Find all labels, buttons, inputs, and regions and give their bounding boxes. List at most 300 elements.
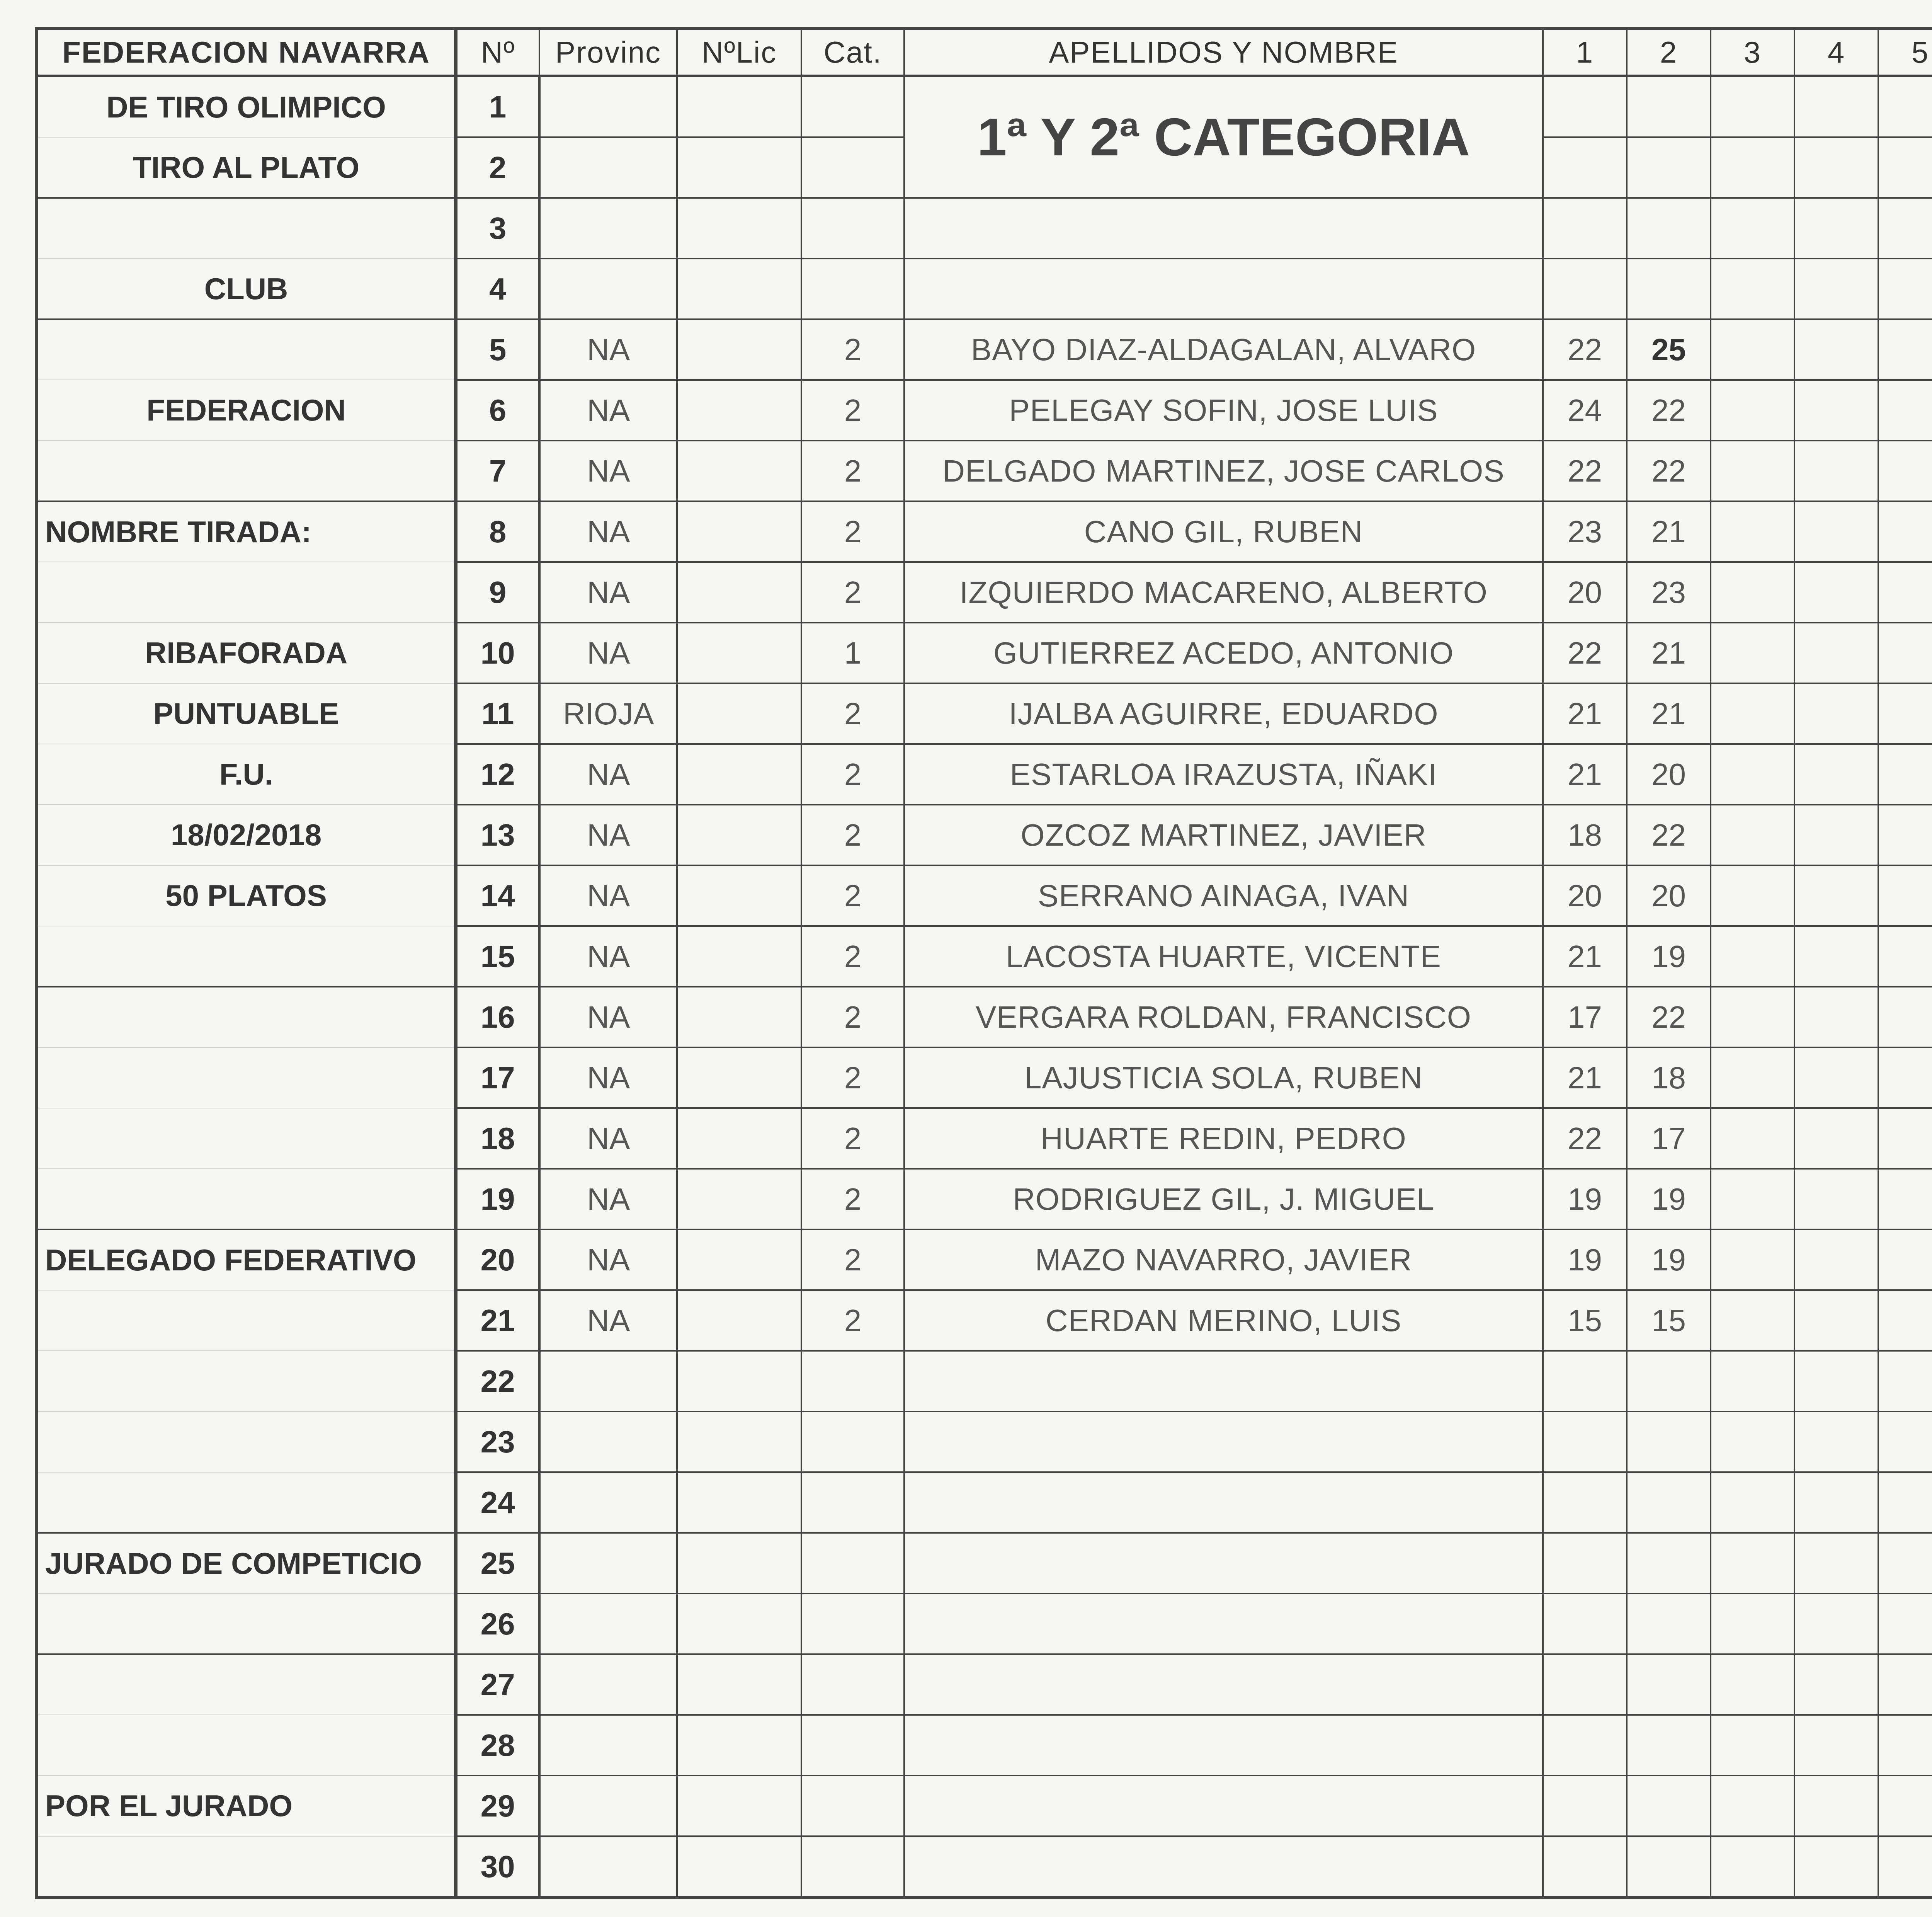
col-category-header: Cat. bbox=[801, 29, 904, 76]
license-cell bbox=[677, 1047, 801, 1108]
category-cell: 1 bbox=[801, 623, 904, 683]
series-5-cell bbox=[1878, 501, 1932, 562]
category-cell bbox=[801, 1776, 904, 1836]
province-cell: NA bbox=[539, 926, 677, 987]
license-cell bbox=[677, 744, 801, 805]
license-cell bbox=[677, 562, 801, 623]
series-5-cell bbox=[1878, 1351, 1932, 1411]
license-cell bbox=[677, 865, 801, 926]
series-1-cell bbox=[1543, 259, 1627, 319]
shooter-name-cell: CERDAN MERINO, LUIS bbox=[904, 1290, 1543, 1351]
series-5-cell bbox=[1878, 1776, 1932, 1836]
table-row bbox=[37, 380, 1932, 441]
province-cell: NA bbox=[539, 1108, 677, 1169]
category-cell: 2 bbox=[801, 1108, 904, 1169]
shooter-name-cell bbox=[904, 1836, 1543, 1898]
category-cell: 2 bbox=[801, 380, 904, 441]
row-number: 24 bbox=[456, 1472, 539, 1533]
license-cell bbox=[677, 1715, 801, 1776]
series-1-cell: 21 bbox=[1543, 1047, 1627, 1108]
category-cell: 2 bbox=[801, 1169, 904, 1229]
license-cell bbox=[677, 76, 801, 138]
series-3-cell bbox=[1711, 198, 1794, 259]
series-3-cell bbox=[1711, 865, 1794, 926]
club-label: CLUB bbox=[37, 259, 456, 319]
row-number: 5 bbox=[456, 319, 539, 380]
series-5-cell bbox=[1878, 1533, 1932, 1594]
series-1-cell: 20 bbox=[1543, 865, 1627, 926]
table-row bbox=[37, 1351, 1932, 1411]
org-subtitle-1: DE TIRO OLIMPICO bbox=[37, 76, 456, 138]
row-number: 29 bbox=[456, 1776, 539, 1836]
side-blank bbox=[37, 319, 456, 380]
series-3-cell bbox=[1711, 1654, 1794, 1715]
series-5-cell bbox=[1878, 623, 1932, 683]
series-5-cell bbox=[1878, 259, 1932, 319]
series-4-cell bbox=[1794, 1351, 1878, 1411]
table-row bbox=[37, 1836, 1932, 1898]
series-3-cell bbox=[1711, 926, 1794, 987]
category-cell: 2 bbox=[801, 1229, 904, 1290]
series-5-cell bbox=[1878, 1290, 1932, 1351]
series-2-cell bbox=[1627, 1411, 1711, 1472]
province-cell bbox=[539, 1594, 677, 1654]
series-3-cell bbox=[1711, 441, 1794, 501]
series-5-cell bbox=[1878, 137, 1932, 198]
series-2-cell: 19 bbox=[1627, 926, 1711, 987]
series-2-cell bbox=[1627, 1776, 1711, 1836]
license-cell bbox=[677, 623, 801, 683]
province-cell bbox=[539, 1776, 677, 1836]
series-2-cell: 22 bbox=[1627, 441, 1711, 501]
series-2-cell: 22 bbox=[1627, 987, 1711, 1047]
series-4-cell bbox=[1794, 1776, 1878, 1836]
table-row bbox=[37, 623, 1932, 683]
category-cell bbox=[801, 198, 904, 259]
table-row bbox=[37, 76, 1932, 138]
province-cell bbox=[539, 1533, 677, 1594]
series-5-cell bbox=[1878, 865, 1932, 926]
row-number: 28 bbox=[456, 1715, 539, 1776]
row-number: 25 bbox=[456, 1533, 539, 1594]
series-2-cell: 20 bbox=[1627, 865, 1711, 926]
series-5-cell bbox=[1878, 1108, 1932, 1169]
license-cell bbox=[677, 1533, 801, 1594]
shooter-name-cell: OZCOZ MARTINEZ, JAVIER bbox=[904, 805, 1543, 865]
score-sheet bbox=[35, 27, 1932, 1884]
series-3-cell bbox=[1711, 76, 1794, 138]
shooter-name-cell: BAYO DIAZ-ALDAGALAN, ALVARO bbox=[904, 319, 1543, 380]
series-3-cell bbox=[1711, 1411, 1794, 1472]
category-cell: 2 bbox=[801, 744, 904, 805]
series-2-cell bbox=[1627, 76, 1711, 138]
province-cell: NA bbox=[539, 1229, 677, 1290]
series-5-cell bbox=[1878, 744, 1932, 805]
row-number: 30 bbox=[456, 1836, 539, 1898]
event-name-label: NOMBRE TIRADA: bbox=[37, 501, 456, 562]
row-number: 15 bbox=[456, 926, 539, 987]
table-row bbox=[37, 1229, 1932, 1290]
series-5-cell bbox=[1878, 1472, 1932, 1533]
table-row bbox=[37, 1047, 1932, 1108]
province-cell bbox=[539, 1654, 677, 1715]
shooter-name-cell: MAZO NAVARRO, JAVIER bbox=[904, 1229, 1543, 1290]
row-number: 4 bbox=[456, 259, 539, 319]
side-blank bbox=[37, 1290, 456, 1351]
series-3-cell bbox=[1711, 623, 1794, 683]
series-3-cell bbox=[1711, 1533, 1794, 1594]
series-2-cell: 23 bbox=[1627, 562, 1711, 623]
series-3-cell bbox=[1711, 987, 1794, 1047]
shooter-name-cell: RODRIGUEZ GIL, J. MIGUEL bbox=[904, 1169, 1543, 1229]
series-1-cell: 22 bbox=[1543, 1108, 1627, 1169]
series-4-cell bbox=[1794, 1169, 1878, 1229]
license-cell bbox=[677, 137, 801, 198]
license-cell bbox=[677, 1411, 801, 1472]
shooter-name-cell: SERRANO AINAGA, IVAN bbox=[904, 865, 1543, 926]
series-5-cell bbox=[1878, 319, 1932, 380]
series-5-cell bbox=[1878, 562, 1932, 623]
side-blank bbox=[37, 926, 456, 987]
series-5-cell bbox=[1878, 198, 1932, 259]
table-row bbox=[37, 562, 1932, 623]
province-cell bbox=[539, 1351, 677, 1411]
category-cell: 2 bbox=[801, 865, 904, 926]
series-1-cell: 22 bbox=[1543, 441, 1627, 501]
series-3-cell bbox=[1711, 137, 1794, 198]
shooter-name-cell: VERGARA ROLDAN, FRANCISCO bbox=[904, 987, 1543, 1047]
row-number: 6 bbox=[456, 380, 539, 441]
series-4-cell bbox=[1794, 137, 1878, 198]
shooter-name-cell: LAJUSTICIA SOLA, RUBEN bbox=[904, 1047, 1543, 1108]
series-5-cell bbox=[1878, 683, 1932, 744]
side-blank bbox=[37, 1654, 456, 1715]
series-3-cell bbox=[1711, 380, 1794, 441]
series-5-cell bbox=[1878, 1836, 1932, 1898]
province-cell bbox=[539, 76, 677, 138]
side-blank bbox=[37, 987, 456, 1047]
category-cell: 2 bbox=[801, 501, 904, 562]
category-cell: 2 bbox=[801, 1290, 904, 1351]
series-5-cell bbox=[1878, 805, 1932, 865]
row-number: 21 bbox=[456, 1290, 539, 1351]
side-blank bbox=[37, 1047, 456, 1108]
side-blank bbox=[37, 198, 456, 259]
side-blank bbox=[37, 1169, 456, 1229]
table-row bbox=[37, 744, 1932, 805]
table-row bbox=[37, 501, 1932, 562]
series-4-cell bbox=[1794, 1047, 1878, 1108]
series-3-cell bbox=[1711, 1715, 1794, 1776]
province-cell bbox=[539, 259, 677, 319]
series-1-cell bbox=[1543, 1411, 1627, 1472]
series-1-cell: 21 bbox=[1543, 683, 1627, 744]
series-4-cell bbox=[1794, 259, 1878, 319]
series-4-cell bbox=[1794, 1654, 1878, 1715]
series-1-cell: 24 bbox=[1543, 380, 1627, 441]
series-2-cell: 19 bbox=[1627, 1229, 1711, 1290]
series-3-cell bbox=[1711, 1472, 1794, 1533]
row-number: 10 bbox=[456, 623, 539, 683]
series-3-cell bbox=[1711, 1047, 1794, 1108]
license-cell bbox=[677, 1654, 801, 1715]
category-cell bbox=[801, 1351, 904, 1411]
license-cell bbox=[677, 1472, 801, 1533]
series-1-cell bbox=[1543, 1715, 1627, 1776]
shooter-name-cell: IZQUIERDO MACARENO, ALBERTO bbox=[904, 562, 1543, 623]
province-cell: NA bbox=[539, 744, 677, 805]
shooter-name-cell: GUTIERREZ ACEDO, ANTONIO bbox=[904, 623, 1543, 683]
series-4-cell bbox=[1794, 1411, 1878, 1472]
col-number-header: Nº bbox=[456, 29, 539, 76]
col-province-header: Provinc bbox=[539, 29, 677, 76]
side-blank bbox=[37, 562, 456, 623]
delegate-label: DELEGADO FEDERATIVO bbox=[37, 1229, 456, 1290]
category-cell: 2 bbox=[801, 987, 904, 1047]
event-targets: 50 PLATOS bbox=[37, 865, 456, 926]
province-cell: NA bbox=[539, 380, 677, 441]
category-cell bbox=[801, 259, 904, 319]
shooter-name-cell bbox=[904, 1533, 1543, 1594]
province-cell: NA bbox=[539, 623, 677, 683]
series-2-cell: 17 bbox=[1627, 1108, 1711, 1169]
table-row bbox=[37, 1654, 1932, 1715]
license-cell bbox=[677, 1776, 801, 1836]
series-3-cell bbox=[1711, 1108, 1794, 1169]
license-cell bbox=[677, 1229, 801, 1290]
row-number: 3 bbox=[456, 198, 539, 259]
series-4-cell bbox=[1794, 1715, 1878, 1776]
table-row bbox=[37, 1472, 1932, 1533]
event-modality: F.U. bbox=[37, 744, 456, 805]
table-row bbox=[37, 683, 1932, 744]
series-1-cell bbox=[1543, 1351, 1627, 1411]
event-date: 18/02/2018 bbox=[37, 805, 456, 865]
category-cell: 2 bbox=[801, 926, 904, 987]
license-cell bbox=[677, 501, 801, 562]
series-4-cell bbox=[1794, 562, 1878, 623]
table-row bbox=[37, 1776, 1932, 1836]
category-cell bbox=[801, 76, 904, 138]
shooter-name-cell bbox=[904, 1594, 1543, 1654]
table-row bbox=[37, 805, 1932, 865]
event-location: RIBAFORADA bbox=[37, 623, 456, 683]
shooter-name-cell bbox=[904, 1715, 1543, 1776]
row-number: 2 bbox=[456, 137, 539, 198]
series-2-cell bbox=[1627, 259, 1711, 319]
category-cell: 2 bbox=[801, 1047, 904, 1108]
side-blank bbox=[37, 1594, 456, 1654]
table-row bbox=[37, 441, 1932, 501]
federation-name: FEDERACION NAVARRA bbox=[37, 29, 456, 76]
shooter-name-cell: ESTARLOA IRAZUSTA, IÑAKI bbox=[904, 744, 1543, 805]
side-blank bbox=[37, 1108, 456, 1169]
row-number: 12 bbox=[456, 744, 539, 805]
series-4-cell bbox=[1794, 1108, 1878, 1169]
category-cell: 2 bbox=[801, 805, 904, 865]
table-row bbox=[37, 259, 1932, 319]
series-2-cell: 20 bbox=[1627, 744, 1711, 805]
province-cell: NA bbox=[539, 319, 677, 380]
series-2-cell: 22 bbox=[1627, 380, 1711, 441]
table-row bbox=[37, 987, 1932, 1047]
series-4-cell bbox=[1794, 926, 1878, 987]
category-cell: 2 bbox=[801, 441, 904, 501]
province-cell bbox=[539, 1411, 677, 1472]
results-table bbox=[35, 27, 1932, 1899]
shooter-name-cell bbox=[904, 1472, 1543, 1533]
license-cell bbox=[677, 259, 801, 319]
license-cell bbox=[677, 1836, 801, 1898]
table-row bbox=[37, 865, 1932, 926]
series-5-cell bbox=[1878, 441, 1932, 501]
series-1-cell bbox=[1543, 1533, 1627, 1594]
series-3-cell bbox=[1711, 683, 1794, 744]
series-4-cell bbox=[1794, 1594, 1878, 1654]
series-1-cell bbox=[1543, 137, 1627, 198]
side-blank bbox=[37, 441, 456, 501]
province-cell: NA bbox=[539, 805, 677, 865]
table-row bbox=[37, 1411, 1932, 1472]
table-row bbox=[37, 1290, 1932, 1351]
row-number: 27 bbox=[456, 1654, 539, 1715]
org-subtitle-2: TIRO AL PLATO bbox=[37, 137, 456, 198]
province-cell bbox=[539, 1472, 677, 1533]
shooter-name-cell: IJALBA AGUIRRE, EDUARDO bbox=[904, 683, 1543, 744]
series-1-cell bbox=[1543, 1776, 1627, 1836]
series-3-cell bbox=[1711, 319, 1794, 380]
series-2-cell: 21 bbox=[1627, 683, 1711, 744]
series-4-cell bbox=[1794, 380, 1878, 441]
shooter-name-cell: PELEGAY SOFIN, JOSE LUIS bbox=[904, 380, 1543, 441]
series-2-cell bbox=[1627, 137, 1711, 198]
series-4-cell bbox=[1794, 805, 1878, 865]
side-blank bbox=[37, 1715, 456, 1776]
shooter-name-cell: LACOSTA HUARTE, VICENTE bbox=[904, 926, 1543, 987]
series-2-cell bbox=[1627, 1594, 1711, 1654]
series-3-cell bbox=[1711, 562, 1794, 623]
series-1-cell bbox=[1543, 198, 1627, 259]
federacion-label: FEDERACION bbox=[37, 380, 456, 441]
table-row bbox=[37, 1715, 1932, 1776]
table-row bbox=[37, 1108, 1932, 1169]
series-1-cell: 19 bbox=[1543, 1169, 1627, 1229]
series-4-cell bbox=[1794, 319, 1878, 380]
row-number: 18 bbox=[456, 1108, 539, 1169]
province-cell: NA bbox=[539, 1290, 677, 1351]
shooter-name-cell: CANO GIL, RUBEN bbox=[904, 501, 1543, 562]
category-cell bbox=[801, 137, 904, 198]
license-cell bbox=[677, 805, 801, 865]
series-2-cell: 18 bbox=[1627, 1047, 1711, 1108]
side-blank bbox=[37, 1351, 456, 1411]
row-number: 1 bbox=[456, 76, 539, 138]
series-5-cell bbox=[1878, 1715, 1932, 1776]
province-cell bbox=[539, 198, 677, 259]
series-3-cell bbox=[1711, 1169, 1794, 1229]
series-3-cell bbox=[1711, 805, 1794, 865]
header-row bbox=[37, 29, 1932, 76]
row-number: 9 bbox=[456, 562, 539, 623]
series-3-cell bbox=[1711, 1229, 1794, 1290]
category-cell: 2 bbox=[801, 683, 904, 744]
category-cell bbox=[801, 1836, 904, 1898]
series-2-cell bbox=[1627, 198, 1711, 259]
shooter-name-cell bbox=[904, 259, 1543, 319]
province-cell bbox=[539, 1836, 677, 1898]
province-cell: NA bbox=[539, 1169, 677, 1229]
license-cell bbox=[677, 1108, 801, 1169]
series-1-cell: 22 bbox=[1543, 623, 1627, 683]
category-cell bbox=[801, 1654, 904, 1715]
col-license-header: NºLic bbox=[677, 29, 801, 76]
shooter-name-cell bbox=[904, 1351, 1543, 1411]
row-number: 14 bbox=[456, 865, 539, 926]
license-cell bbox=[677, 1351, 801, 1411]
series-1-cell bbox=[1543, 1472, 1627, 1533]
series-5-cell bbox=[1878, 1169, 1932, 1229]
series-1-cell: 19 bbox=[1543, 1229, 1627, 1290]
table-row bbox=[37, 198, 1932, 259]
series-3-cell bbox=[1711, 1594, 1794, 1654]
row-number: 17 bbox=[456, 1047, 539, 1108]
category-cell bbox=[801, 1594, 904, 1654]
series-1-cell: 18 bbox=[1543, 805, 1627, 865]
category-cell bbox=[801, 1472, 904, 1533]
series-5-cell bbox=[1878, 1654, 1932, 1715]
series-1-cell: 21 bbox=[1543, 744, 1627, 805]
license-cell bbox=[677, 380, 801, 441]
license-cell bbox=[677, 198, 801, 259]
series-4-cell bbox=[1794, 1533, 1878, 1594]
series-3-cell bbox=[1711, 744, 1794, 805]
row-number: 26 bbox=[456, 1594, 539, 1654]
province-cell: RIOJA bbox=[539, 683, 677, 744]
shooter-name-cell: DELGADO MARTINEZ, JOSE CARLOS bbox=[904, 441, 1543, 501]
col-series-5-header: 5 bbox=[1878, 29, 1932, 76]
series-1-cell bbox=[1543, 1654, 1627, 1715]
series-3-cell bbox=[1711, 501, 1794, 562]
shooter-name-cell: HUARTE REDIN, PEDRO bbox=[904, 1108, 1543, 1169]
series-1-cell bbox=[1543, 1594, 1627, 1654]
table-row bbox=[37, 926, 1932, 987]
province-cell bbox=[539, 1715, 677, 1776]
series-5-cell bbox=[1878, 1411, 1932, 1472]
row-number: 11 bbox=[456, 683, 539, 744]
series-4-cell bbox=[1794, 683, 1878, 744]
row-number: 16 bbox=[456, 987, 539, 1047]
series-2-cell: 19 bbox=[1627, 1169, 1711, 1229]
series-5-cell bbox=[1878, 1229, 1932, 1290]
license-cell bbox=[677, 319, 801, 380]
series-2-cell: 15 bbox=[1627, 1290, 1711, 1351]
license-cell bbox=[677, 926, 801, 987]
series-2-cell bbox=[1627, 1836, 1711, 1898]
province-cell: NA bbox=[539, 1047, 677, 1108]
table-row bbox=[37, 1533, 1932, 1594]
row-number: 19 bbox=[456, 1169, 539, 1229]
table-row bbox=[37, 1594, 1932, 1654]
series-4-cell bbox=[1794, 1836, 1878, 1898]
province-cell: NA bbox=[539, 987, 677, 1047]
shooter-name-cell bbox=[904, 1776, 1543, 1836]
col-series-1-header: 1 bbox=[1543, 29, 1627, 76]
category-cell bbox=[801, 1715, 904, 1776]
row-number: 7 bbox=[456, 441, 539, 501]
category-cell bbox=[801, 1411, 904, 1472]
row-number: 8 bbox=[456, 501, 539, 562]
shooter-name-cell bbox=[904, 1654, 1543, 1715]
